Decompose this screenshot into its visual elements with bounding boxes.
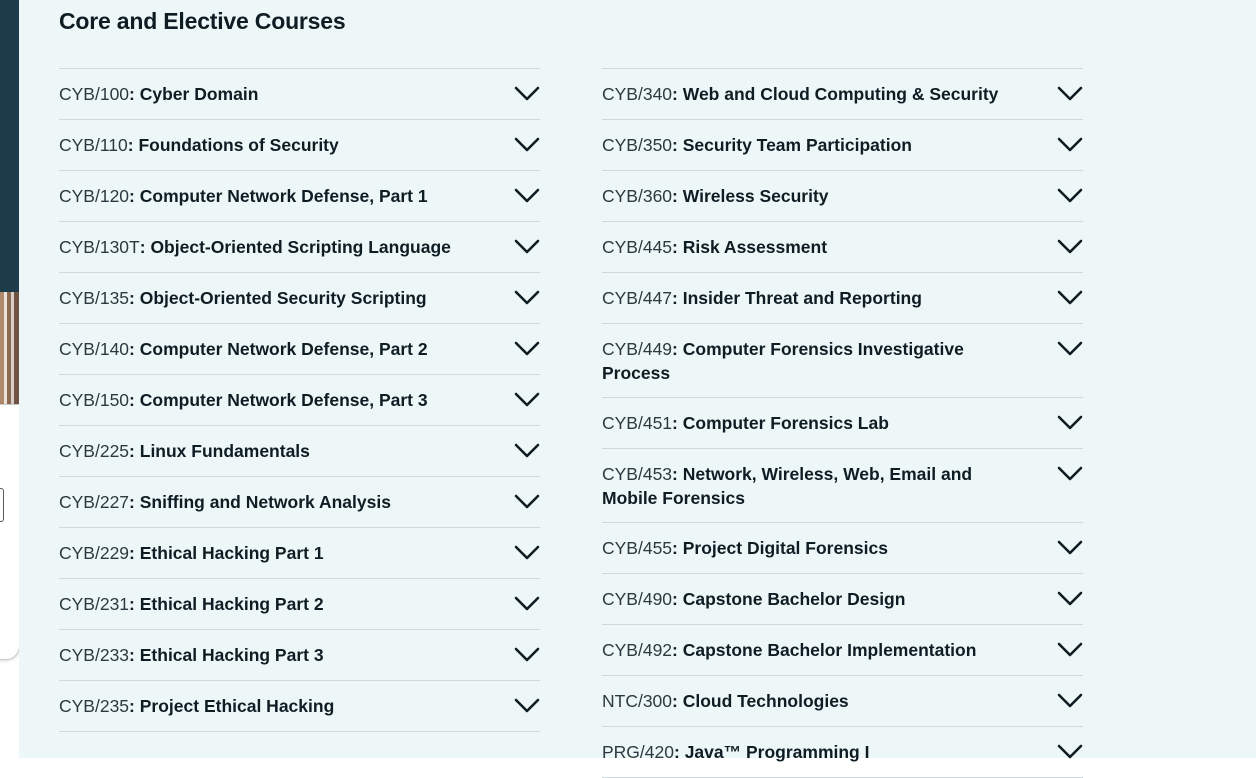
- courses-section: [19, 0, 1256, 762]
- chevron-down-icon[interactable]: [1057, 340, 1083, 358]
- course-code: CYB/110: [59, 135, 128, 155]
- course-code: CYB/360: [602, 186, 673, 206]
- chevron-down-icon[interactable]: [1057, 289, 1083, 307]
- course-accordion-row[interactable]: CYB/455: Project Digital Forensics: [602, 523, 1083, 574]
- course-accordion-row[interactable]: CYB/235: Project Ethical Hacking: [59, 681, 540, 732]
- course-code: CYB/130T: [59, 237, 140, 257]
- course-name: Computer Network Defense, Part 3: [139, 390, 428, 410]
- course-name: Project Digital Forensics: [682, 538, 888, 558]
- chevron-down-icon[interactable]: [1057, 590, 1083, 608]
- chevron-down-icon[interactable]: [1057, 85, 1083, 103]
- sidebar-card: [0, 404, 20, 660]
- course-name: Insider Threat and Reporting: [682, 288, 922, 308]
- course-accordion-row[interactable]: CYB/229: Ethical Hacking Part 1: [59, 528, 540, 579]
- course-name: Ethical Hacking Part 1: [139, 543, 324, 563]
- chevron-down-icon[interactable]: [514, 136, 540, 154]
- chevron-down-icon[interactable]: [1057, 539, 1083, 557]
- course-name: Computer Forensics Investigative Process: [602, 339, 964, 383]
- chevron-down-icon[interactable]: [514, 493, 540, 511]
- chevron-down-icon[interactable]: [514, 391, 540, 409]
- course-code: CYB/449: [602, 339, 673, 359]
- course-code: CYB/233: [59, 645, 130, 665]
- course-code: CYB/492: [602, 640, 673, 660]
- course-code: CYB/350: [602, 135, 673, 155]
- course-accordion-row[interactable]: CYB/445: Risk Assessment: [602, 222, 1083, 273]
- course-accordion-row[interactable]: PRG/420: Java™ Programming I: [602, 727, 1083, 778]
- chevron-down-icon[interactable]: [514, 187, 540, 205]
- course-accordion-row[interactable]: CYB/227: Sniffing and Network Analysis: [59, 477, 540, 528]
- course-code: CYB/490: [602, 589, 673, 609]
- course-code: CYB/225: [59, 441, 130, 461]
- course-name: Web and Cloud Computing & Security: [682, 84, 999, 104]
- course-name: Cyber Domain: [139, 84, 259, 104]
- chevron-down-icon[interactable]: [1057, 743, 1083, 761]
- course-code: CYB/229: [59, 543, 130, 563]
- course-code: CYB/135: [59, 288, 130, 308]
- course-code: CYB/453: [602, 464, 673, 484]
- course-accordion-row[interactable]: CYB/453: Network, Wireless, Web, Email and Mobile Forensics: [602, 449, 1083, 523]
- course-name: Cloud Technologies: [682, 691, 849, 711]
- chevron-down-icon[interactable]: [514, 544, 540, 562]
- course-name: Object-Oriented Scripting Language: [150, 237, 451, 257]
- course-name: Ethical Hacking Part 3: [139, 645, 324, 665]
- course-code: CYB/227: [59, 492, 130, 512]
- course-accordion-row[interactable]: CYB/340: Web and Cloud Computing & Security: [602, 69, 1083, 120]
- course-accordion-row[interactable]: NTC/300: Cloud Technologies: [602, 676, 1083, 727]
- chevron-down-icon[interactable]: [514, 697, 540, 715]
- course-code: CYB/451: [602, 413, 673, 433]
- course-column-right: [602, 68, 1083, 778]
- course-accordion-row[interactable]: CYB/231: Ethical Hacking Part 2: [59, 579, 540, 630]
- course-name: Network, Wireless, Web, Email and Mobile Forensics: [602, 464, 973, 508]
- course-code: CYB/120: [59, 186, 130, 206]
- course-accordion-row[interactable]: CYB/225: Linux Fundamentals: [59, 426, 540, 477]
- course-code: CYB/235: [59, 696, 130, 716]
- course-accordion-row[interactable]: CYB/120: Computer Network Defense, Part 1: [59, 171, 540, 222]
- course-accordion-row[interactable]: CYB/492: Capstone Bachelor Implementation: [602, 625, 1083, 676]
- course-accordion-row[interactable]: CYB/135: Object-Oriented Security Scripting: [59, 273, 540, 324]
- course-name: Java™ Programming I: [684, 742, 870, 762]
- course-name: Capstone Bachelor Implementation: [682, 640, 977, 660]
- course-name: Object-Oriented Security Scripting: [139, 288, 427, 308]
- course-name: Security Team Participation: [682, 135, 912, 155]
- course-accordion-row[interactable]: CYB/449: Computer Forensics Investigative Process: [602, 324, 1083, 398]
- chevron-down-icon[interactable]: [1057, 187, 1083, 205]
- course-name: Computer Forensics Lab: [682, 413, 889, 433]
- course-code: CYB/150: [59, 390, 130, 410]
- course-accordion-row[interactable]: CYB/233: Ethical Hacking Part 3: [59, 630, 540, 681]
- course-name: Wireless Security: [682, 186, 829, 206]
- course-accordion-row[interactable]: CYB/100: Cyber Domain: [59, 69, 540, 120]
- course-name: Project Ethical Hacking: [139, 696, 335, 716]
- course-accordion-row[interactable]: CYB/130T: Object-Oriented Scripting Language: [59, 222, 540, 273]
- chevron-down-icon[interactable]: [1057, 414, 1083, 432]
- course-accordion-row[interactable]: CYB/490: Capstone Bachelor Design: [602, 574, 1083, 625]
- chevron-down-icon[interactable]: [1057, 238, 1083, 256]
- course-name: Sniffing and Network Analysis: [139, 492, 391, 512]
- chevron-down-icon[interactable]: [1057, 465, 1083, 483]
- course-code: CYB/340: [602, 84, 673, 104]
- course-accordion-row[interactable]: CYB/447: Insider Threat and Reporting: [602, 273, 1083, 324]
- course-accordion-row[interactable]: CYB/150: Computer Network Defense, Part 3: [59, 375, 540, 426]
- course-code: CYB/231: [59, 594, 130, 614]
- chevron-down-icon[interactable]: [1057, 692, 1083, 710]
- course-code: CYB/140: [59, 339, 130, 359]
- course-accordion-row[interactable]: CYB/350: Security Team Participation: [602, 120, 1083, 171]
- chevron-down-icon[interactable]: [514, 289, 540, 307]
- chevron-down-icon[interactable]: [514, 238, 540, 256]
- course-name: Computer Network Defense, Part 1: [139, 186, 428, 206]
- course-code: PRG/420: [602, 742, 674, 762]
- course-name: Computer Network Defense, Part 2: [139, 339, 428, 359]
- sidebar-photo: [0, 292, 19, 404]
- course-name: Foundations of Security: [138, 135, 339, 155]
- course-accordion-row[interactable]: CYB/110: Foundations of Security: [59, 120, 540, 171]
- left-sidebar-fragment: [0, 0, 19, 758]
- course-code: NTC/300: [602, 691, 673, 711]
- course-name: Capstone Bachelor Design: [682, 589, 906, 609]
- chevron-down-icon[interactable]: [514, 595, 540, 613]
- course-name: Risk Assessment: [682, 237, 828, 257]
- course-accordion-row[interactable]: CYB/140: Computer Network Defense, Part 2: [59, 324, 540, 375]
- course-accordion-row[interactable]: CYB/360: Wireless Security: [602, 171, 1083, 222]
- sidebar-header-panel: [0, 0, 19, 292]
- sidebar-input-edge[interactable]: [0, 488, 4, 522]
- course-accordion-row[interactable]: CYB/451: Computer Forensics Lab: [602, 398, 1083, 449]
- course-name: Linux Fundamentals: [139, 441, 310, 461]
- chevron-down-icon[interactable]: [514, 340, 540, 358]
- course-code: CYB/455: [602, 538, 673, 558]
- course-column-left: [59, 68, 540, 732]
- course-code: CYB/447: [602, 288, 673, 308]
- chevron-down-icon[interactable]: [1057, 136, 1083, 154]
- chevron-down-icon[interactable]: [1057, 641, 1083, 659]
- chevron-down-icon[interactable]: [514, 442, 540, 460]
- chevron-down-icon[interactable]: [514, 85, 540, 103]
- chevron-down-icon[interactable]: [514, 646, 540, 664]
- course-code: CYB/445: [602, 237, 673, 257]
- course-name: Ethical Hacking Part 2: [139, 594, 324, 614]
- course-code: CYB/100: [59, 84, 130, 104]
- section-title: Core and Elective Courses: [59, 8, 346, 34]
